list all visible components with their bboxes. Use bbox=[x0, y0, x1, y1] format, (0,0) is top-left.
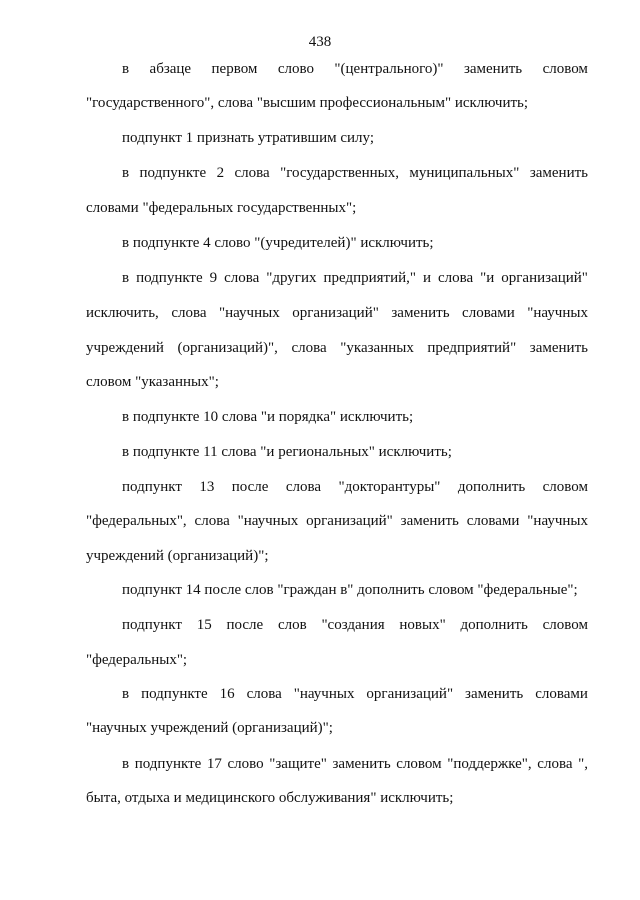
word: "докторантуры" bbox=[338, 479, 441, 495]
word: в bbox=[122, 61, 130, 77]
text-line: в подпункте 4 слово "(учредителей)" исключить; bbox=[122, 235, 434, 251]
word: подпункте bbox=[141, 686, 208, 702]
word: "поддержке", bbox=[447, 756, 532, 772]
word: "других bbox=[266, 270, 317, 286]
word: слово bbox=[277, 61, 314, 77]
word: предприятий," bbox=[323, 270, 417, 286]
text-line bbox=[86, 304, 588, 322]
word: "защите" bbox=[269, 756, 327, 772]
word: 9 bbox=[209, 270, 218, 286]
word: 15 bbox=[196, 617, 212, 633]
word: "и bbox=[480, 270, 495, 286]
word: дополнить bbox=[460, 617, 528, 633]
text-line: "федеральных"; bbox=[86, 652, 188, 668]
word: заменить bbox=[400, 513, 459, 529]
text-line: в подпункте 10 слова "и порядка" исключить; bbox=[122, 409, 414, 425]
word: слово bbox=[227, 756, 264, 772]
word: слова bbox=[285, 479, 322, 495]
word: первом bbox=[211, 61, 258, 77]
word: заменить bbox=[332, 756, 391, 772]
word: абзаце bbox=[149, 61, 192, 77]
text-line bbox=[122, 616, 588, 634]
word: предприятий" bbox=[427, 340, 517, 356]
word: подпункте bbox=[139, 165, 207, 181]
word: в bbox=[122, 686, 130, 702]
word: слова bbox=[537, 756, 573, 772]
word: "государственных, bbox=[280, 165, 399, 181]
word: заменить bbox=[463, 61, 523, 77]
text-line: подпункт 1 признать утратившим силу; bbox=[122, 130, 374, 146]
text-line bbox=[122, 478, 588, 496]
word: муниципальных" bbox=[409, 165, 520, 181]
word: слова bbox=[194, 513, 230, 529]
text-line bbox=[122, 164, 588, 182]
text-line: "государственного", слова "высшим профессиональным" исключить; bbox=[86, 95, 529, 111]
word: организаций" bbox=[501, 270, 588, 286]
text-line: учреждений (организаций)"; bbox=[86, 548, 269, 564]
text-line: словами "федеральных государственных"; bbox=[86, 200, 357, 216]
word: после bbox=[226, 617, 264, 633]
text-line: в подпункте 11 слова "и региональных" исключить; bbox=[122, 444, 452, 460]
word: в bbox=[122, 270, 130, 286]
text-line bbox=[122, 755, 588, 773]
word: слова bbox=[224, 270, 260, 286]
word: подпункте bbox=[136, 270, 203, 286]
word: заменить bbox=[529, 340, 588, 356]
word: 16 bbox=[219, 686, 235, 702]
text-line bbox=[122, 685, 588, 703]
word: слова bbox=[171, 305, 207, 321]
word: "научных bbox=[237, 513, 299, 529]
word: слова bbox=[246, 686, 282, 702]
word: слова bbox=[234, 165, 270, 181]
word: слова bbox=[291, 340, 327, 356]
word: 17 bbox=[206, 756, 222, 772]
word: организаций" bbox=[292, 305, 379, 321]
word: новых" bbox=[399, 617, 446, 633]
word: заменить bbox=[465, 686, 524, 702]
text-line: быта, отдыха и медицинского обслуживания" исключить; bbox=[86, 790, 454, 806]
word: в bbox=[122, 165, 130, 181]
word: после bbox=[231, 479, 269, 495]
word: исключить, bbox=[86, 305, 159, 321]
word: словом bbox=[542, 479, 588, 495]
word: "научных bbox=[527, 513, 588, 529]
word: словами bbox=[535, 686, 588, 702]
text-line bbox=[86, 512, 588, 530]
word: 13 bbox=[199, 479, 215, 495]
word: организаций" bbox=[366, 686, 454, 702]
word: словом bbox=[542, 617, 588, 633]
word: заменить bbox=[529, 165, 588, 181]
word: (организаций)", bbox=[177, 340, 278, 356]
word: ", bbox=[578, 756, 588, 772]
word: "научных bbox=[219, 305, 280, 321]
word: подпункт bbox=[122, 617, 182, 633]
word: "научных bbox=[293, 686, 355, 702]
word: организаций" bbox=[306, 513, 393, 529]
word: словом bbox=[542, 61, 588, 77]
word: в bbox=[122, 756, 130, 772]
word: подпункте bbox=[134, 756, 202, 772]
word: заменить bbox=[391, 305, 450, 321]
word: слова bbox=[438, 270, 474, 286]
text-line bbox=[122, 269, 588, 287]
text-line: словом "указанных"; bbox=[86, 374, 219, 390]
word: словами bbox=[466, 513, 520, 529]
word: подпункт bbox=[122, 479, 182, 495]
page-number: 438 bbox=[308, 34, 332, 50]
word: и bbox=[423, 270, 432, 286]
word: "научных bbox=[527, 305, 588, 321]
text-line: "научных учреждений (организаций)"; bbox=[86, 720, 333, 736]
word: "(центрального)" bbox=[334, 61, 444, 77]
text-line: подпункт 14 после слов "граждан в" дополнить словом "федеральные"; bbox=[122, 582, 578, 598]
text-line bbox=[86, 339, 588, 357]
word: дополнить bbox=[457, 479, 526, 495]
word: 2 bbox=[216, 165, 225, 181]
word: учреждений bbox=[86, 340, 164, 356]
word: словом bbox=[396, 756, 442, 772]
word: словами bbox=[462, 305, 515, 321]
word: слов bbox=[277, 617, 307, 633]
text-line bbox=[122, 60, 588, 78]
word: "создания bbox=[321, 617, 385, 633]
word: "указанных bbox=[340, 340, 414, 356]
word: "федеральных", bbox=[86, 513, 187, 529]
